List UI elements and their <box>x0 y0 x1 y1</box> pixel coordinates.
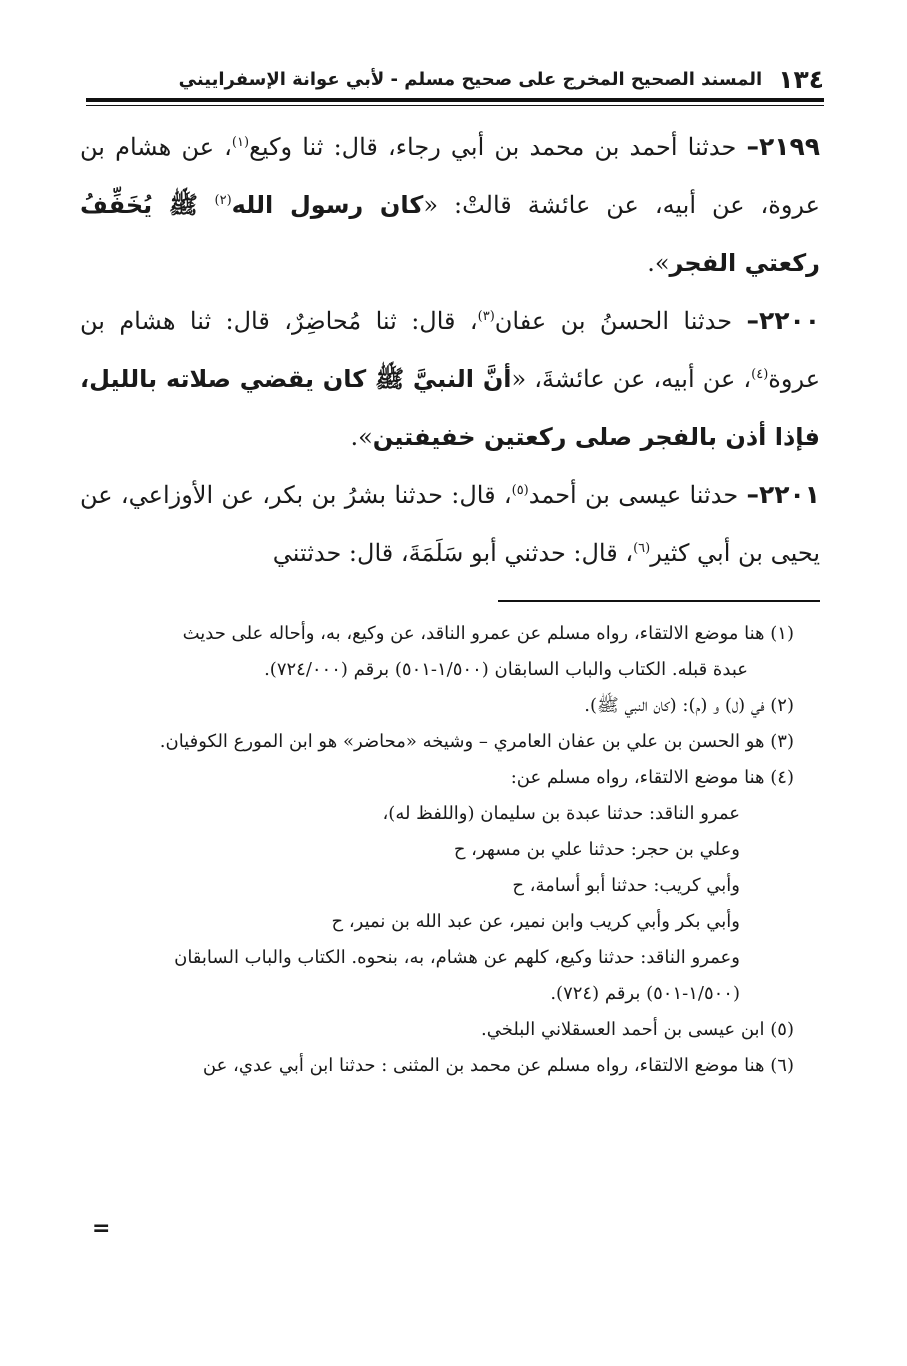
isnad: حدثنا الحسنُ بن عفان <box>494 307 747 335</box>
footnote-ref[interactable]: (٤) <box>751 367 769 382</box>
closing-quote: ». <box>647 249 670 277</box>
hadith-number: ٢٢٠٠– <box>746 306 820 335</box>
running-title: المسند الصحيح المخرج على صحيح مسلم - لأبي عوانة الإسفراييني <box>178 68 763 90</box>
header-rule-thick <box>86 98 824 102</box>
footnote-4-line: (١/٥٠٠-٥٠١) برقم (٧٢٤). <box>550 983 740 1004</box>
isnad: ، قال: حدثني أبو سَلَمَةَ، قال: حدثتني <box>272 539 634 567</box>
isnad: ، عن هشام بن عروة، عن أبيه، عن عائشة قالتْ: « <box>80 133 820 219</box>
footnote-4-line: عمرو الناقد: حدثنا عبدة بن سليمان (واللفظ له)، <box>382 803 740 824</box>
isnad: ، عن أبيه، عن عائشةَ، « <box>511 365 752 393</box>
footnote-ref[interactable]: (٦) <box>633 541 651 556</box>
footnote-3: (٣) هو الحسن بن علي بن عفان العامري – وشيخه «محاضر» هو ابن المورع الكوفيان. <box>159 731 794 752</box>
main-text <box>80 118 820 582</box>
hadith-2201 <box>80 466 820 582</box>
continuation-mark: = <box>92 1216 111 1241</box>
closing-quote: ». <box>350 423 373 451</box>
hadith-2200 <box>80 292 820 466</box>
isnad: حدثنا عيسى بن أحمد <box>528 481 747 509</box>
isnad: حدثنا أحمد بن محمد بن أبي رجاء، قال: ثنا وكيع <box>249 133 747 161</box>
footnote-ref[interactable]: (٥) <box>511 483 529 498</box>
footnote-ref[interactable]: (٣) <box>477 309 495 324</box>
page-number: ١٣٤ <box>778 64 824 94</box>
matn: أنَّ النبيَّ ﷺ كان يقضي صلاته بالليل، فإذا أذن بالفجر صلى ركعتين خفيفتين <box>80 365 820 451</box>
footnote-6: (٦) هنا موضع الالتقاء، رواه مسلم عن محمد بن المثنى : حدثنا ابن أبي عدي، عن <box>202 1055 794 1076</box>
footnote-ref[interactable]: (١) <box>231 135 250 150</box>
matn: ﷺ يُخَفِّفُ ركعتي الفجر <box>80 191 820 277</box>
isnad: ، قال: ثنا مُحاضِرٌ، قال: ثنا هشام بن عروة <box>80 307 821 393</box>
hadith-2199 <box>80 118 820 292</box>
matn: كان رسول الله <box>231 191 424 219</box>
footnote-4-line: وأبي كريب: حدثنا أبو أسامة، ح <box>512 875 740 896</box>
footnote-4-line: وعمرو الناقد: حدثنا وكيع، كلهم عن هشام، به، بنحوه. الكتاب والباب السابقان <box>174 947 740 968</box>
footnote-5: (٥) ابن عيسى بن أحمد العسقلاني البلخي. <box>481 1019 794 1040</box>
footnote-1-cont: عبدة قبله. الكتاب والباب السابقان (١/٥٠٠-٥٠١) برقم (٧٢٤/٠٠٠). <box>264 659 748 680</box>
footnote-ref[interactable]: (٢) <box>214 193 232 208</box>
footnote-4-line: وأبي بكر وأبي كريب وابن نمير، عن عبد الله بن نمير، ح <box>331 911 740 932</box>
header-rule-thin <box>86 105 824 106</box>
running-header <box>86 60 824 98</box>
footnote-1: (١) هنا موضع الالتقاء، رواه مسلم عن عمرو الناقد، عن وكيع، به، وأحاله على حديث <box>182 623 794 644</box>
footnote-4-line: وعلي بن حجر: حدثنا علي بن مسهر، ح <box>453 839 740 860</box>
footnote-2: (٢) في (ل) و (م): (كان النبي ﷺ). <box>584 695 794 716</box>
footnote-4: (٤) هنا موضع الالتقاء، رواه مسلم عن: <box>510 767 794 788</box>
hadith-number: ٢٢٠١– <box>746 480 820 509</box>
footnotes <box>86 616 794 1084</box>
hadith-number: ٢١٩٩– <box>746 132 820 161</box>
footnote-separator <box>498 600 820 602</box>
isnad: ، قال: حدثنا بشرُ بن بكر، عن الأوزاعي، عن يحيى بن أبي كثير <box>80 481 820 567</box>
